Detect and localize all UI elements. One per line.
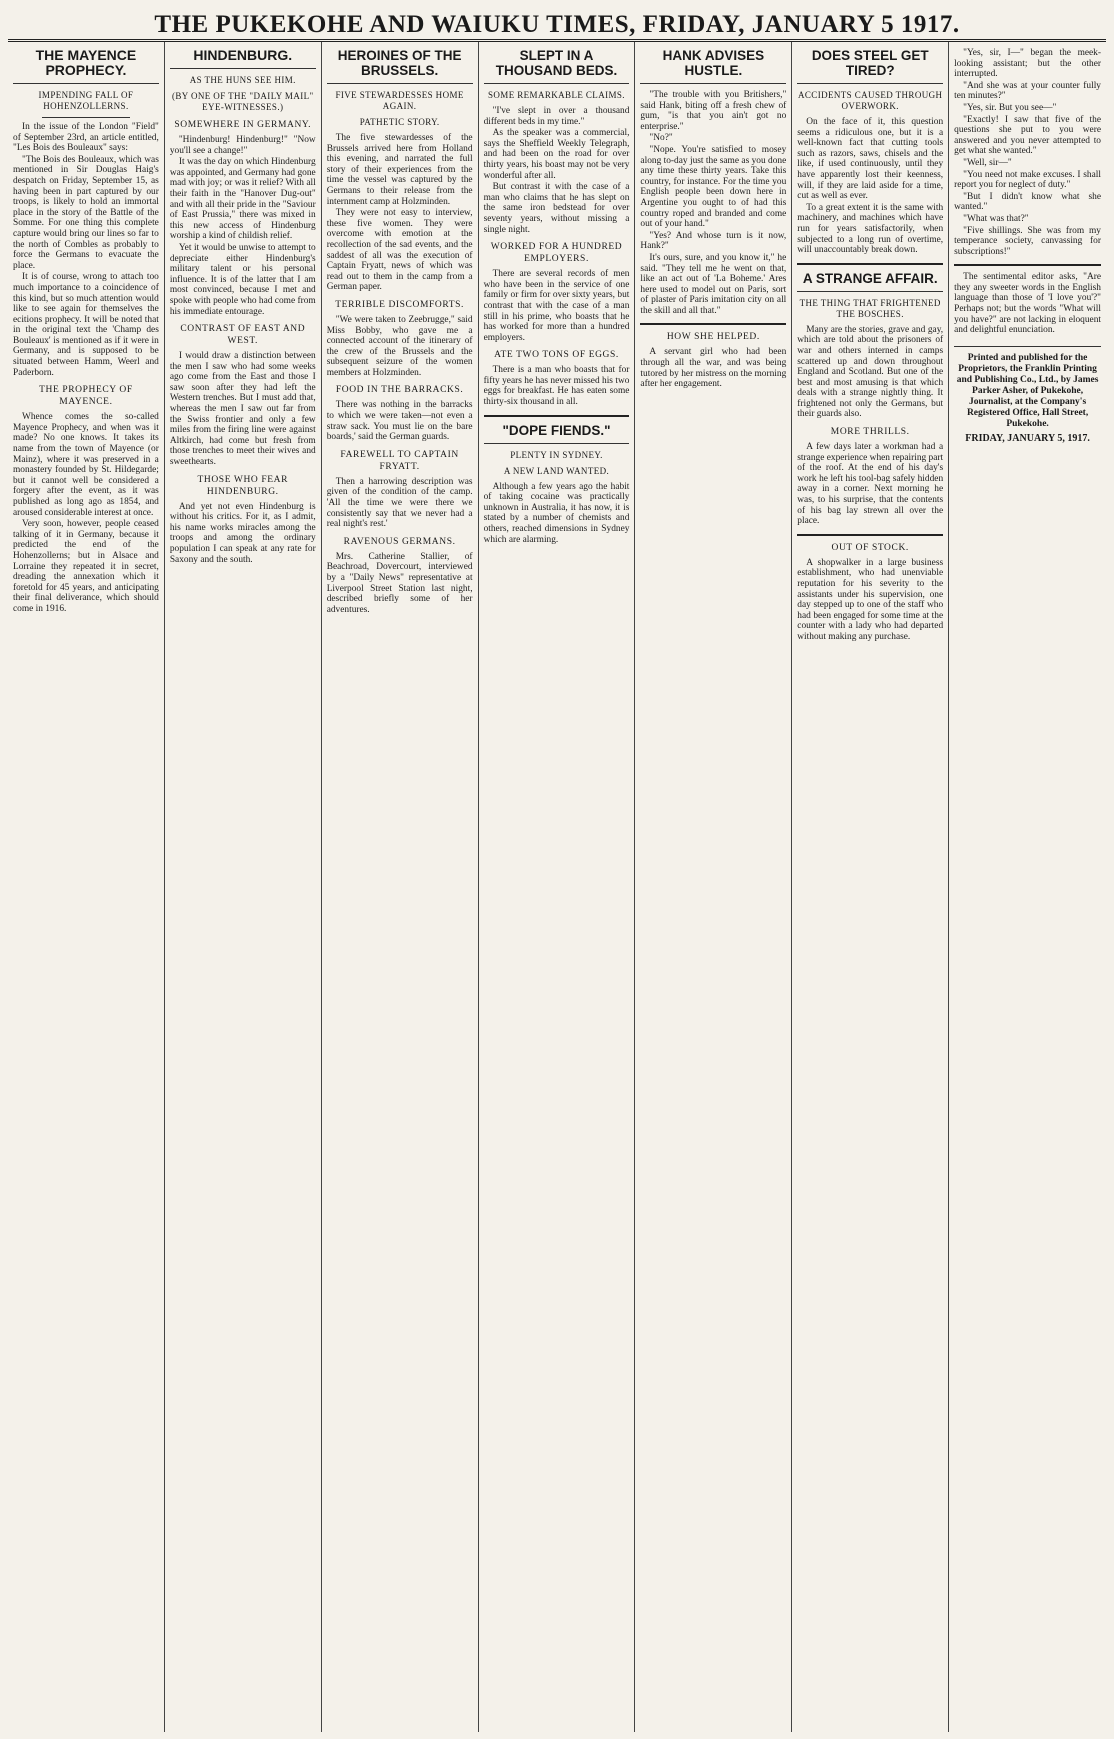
headline-strange-affair: A STRANGE AFFAIR. [797, 271, 943, 292]
headline-hank-hustle: HANK ADVISES HUSTLE. [640, 48, 786, 84]
headline-slept-thousand-beds: SLEPT IN A THOUSAND BEDS. [484, 48, 630, 84]
article-body [170, 135, 316, 317]
section-heading: ATE TWO TONS OF EGGS. [494, 350, 619, 361]
article-body [640, 90, 786, 316]
section-heading: OUT OF STOCK. [831, 542, 909, 553]
section-heading: CONTRAST OF EAST AND WEST. [180, 324, 306, 347]
paragraph: A shopwalker in a large business establishment, who had unenviable reputation for his severity to the assistants under his supervision, one day stepped up to one of the staff who had been engaged for some time at the counter with a lady who had departed without making any purchase. [797, 557, 944, 642]
article-body [797, 558, 943, 643]
column-6 [792, 42, 949, 1732]
section-heading: WORKED FOR A HUNDRED EMPLOYERS. [490, 242, 623, 265]
article-body [170, 502, 316, 566]
section-heading: FOOD IN THE BARRACKS. [335, 385, 464, 396]
printer-text: Printed and published for the Proprietors, the Franklin Printing and Publishing Co., Ltd., by James Parker Asher, of Pukekohe, Journalist, at the Company's Registered Office, Hall Street, Pukekohe. [956, 352, 1099, 429]
paragraph: "Yes, sir. But you see—" [963, 102, 1057, 113]
article-body [327, 400, 473, 442]
paragraph: "Hindenburg! Hindenburg!" "Now you'll see a change!" [169, 135, 316, 156]
paragraph: "Well, sir—" [963, 157, 1012, 168]
paragraph: A few days later a workman had a strange experience when repairing part of the roof. At the end of his day's work he left his tool-bag safely hidden away in a corner. Next morning he was, to his surprise, that the contents of his bag lay strewn all over the place. [797, 442, 944, 527]
printer-imprint [954, 346, 1101, 444]
section-heading: THOSE WHO FEAR HINDENBURG. [197, 474, 289, 497]
paragraph: The five stewardesses of the Brussels arrived here from Holland this evening, and narrated the full story of their experiences from the time the vessel was captured by the Germans to their release from the internment camp at Holzminden. [326, 133, 473, 207]
paragraph: "But I didn't know what she wanted." [954, 191, 1101, 213]
section-heading: MORE THRILLS. [830, 427, 910, 438]
paragraph: It's ours, sure, and you know it," he said. "They tell me he went on that, like an act out of 'La Boheme.' Ares here used to model out on Paris, sort of plaster of Paris imitation city on all the skill and all that." [640, 252, 787, 316]
section-heading: SOMEWHERE IN GERMANY. [174, 120, 312, 130]
paragraph: On the face of it, this question seems a ridiculous one, but it is a well-known fact that cutting tools such as razors, saws, chisels and the like, if used continuously, until they have apparently lost their keenness, will, if they are laid aside for a time, cut as well as ever. [797, 117, 944, 202]
subheadline: ACCIDENTS CAUSED THROUGH OVERWORK. [797, 90, 943, 111]
paragraph: "Five shillings. She was from my temperance society, canvassing for subscriptions!" [954, 225, 1101, 257]
article-body [484, 365, 630, 407]
paragraph: As the speaker was a commercial, says the Sheffield Weekly Telegraph, and had been on the road for over thirty years, his boast may not be very wonderful after all. [483, 128, 630, 181]
paragraph: Although a few years ago the habit of taking cocaine was practically unknown in Australia, it has now, it is stated by a number of chemists and others, reached dimensions in Sydney which are alarming. [483, 481, 630, 545]
article-body [640, 347, 786, 389]
column-3 [322, 42, 479, 1732]
paragraph: It was the day on which Hindenburg was appointed, and Germany had gone mad with joy; or was it relief? With all their faith in the "Hanover Dug-out" and with all their pride in the "Saviour of East Prussia," there was mixed in this new access of Hindenburg worship a kind of childish relief. [169, 157, 316, 242]
article-body [327, 315, 473, 379]
paragraph: "I've slept in over a thousand different beds in my time." [483, 106, 630, 127]
columns [8, 42, 1106, 1732]
imprint-date: FRIDAY, JANUARY 5, 1917. [965, 432, 1090, 444]
paragraph: Very soon, however, people ceased talking of it in Germany, because it predicted the end of the Hohenzollerns; but in Alsace and Lorraine they repeated it in secret, dreading the annexation which it foretold for 45 years, and anticipating their final deliverance, which should come in 1916. [13, 519, 159, 614]
article-body [484, 482, 630, 546]
column-4 [479, 42, 636, 1732]
paragraph: There are several records of men who have been in the service of one family or firm for over sixty years, but contrast that with the case of a man still in his prime, who boasts that he has worked for more than a hundred employers. [483, 269, 630, 343]
article-body [13, 412, 159, 614]
section-heading: HOW SHE HELPED. [666, 332, 760, 343]
subheadline: FIVE STEWARDESSES HOME AGAIN. [335, 90, 464, 111]
article-body [954, 272, 1101, 336]
article-body [954, 48, 1101, 257]
article-body [327, 477, 473, 530]
paragraph: Whence comes the so-called Mayence Prophecy, and when was it made? No one knows. It takes its name from the town of Mayence (or Mainz), where it was preserved in a monastery founded by St. Hildegarde; but it cannot well be considered a forgery after the event, as it was published as long ago as 1854, and aroused considerable interest at once. [13, 412, 159, 518]
masthead-title: THE PUKEKOHE AND WAIUKU TIMES, FRIDAY, JANUARY 5 1917. [8, 8, 1106, 42]
article-body [484, 269, 630, 343]
byline: (BY ONE OF THE "DAILY MAIL" EYE-WITNESSES.) [171, 91, 314, 112]
section-heading: RAVENOUS GERMANS. [343, 536, 456, 547]
headline-heroines-brussels: HEROINES OF THE BRUSSELS. [327, 48, 473, 84]
paragraph: A servant girl who had been through all the war, and was being tutored by her mistress on the morning after her engagement. [640, 347, 787, 390]
paragraph: And yet not even Hindenburg is without his critics. For it, as I admit, his name works miracles among the troops and among the ordinary population I can speak at any rate for Saxony and the south. [169, 501, 316, 565]
headline-steel-tired: DOES STEEL GET TIRED? [797, 48, 943, 84]
subheadline: IMPENDING FALL OF HOHENZOLLERNS. [38, 90, 134, 111]
article-body [797, 442, 943, 527]
article-body [797, 117, 943, 256]
column-5 [635, 42, 792, 1732]
paragraph: I would draw a distinction between the men I saw who had some weeks ago come from the East and those I saw soon after they had left the Western trenches. But I must add that, whereas the men I saw out far from the Swiss frontier and only a few miles from the firing line were against Altkirch, had come but fresh from those trenches to meet their wives and sweethearts. [169, 351, 316, 468]
paragraph: "Yes, sir, I—" began the meek-looking assistant; but the other interrupted. [954, 48, 1101, 80]
article-body [327, 552, 473, 616]
subheadline: AS THE HUNS SEE HIM. [189, 75, 296, 85]
section-heading: FAREWELL TO CAPTAIN FRYATT. [340, 449, 459, 472]
article-body [13, 122, 159, 378]
paragraph: To a great extent it is the same with machinery, and machines which have run for years satisfactorily, when subjected to a long run of overtime, will unaccountably break down. [797, 202, 944, 256]
paragraph: "The trouble with you Britishers," said Hank, biting off a fresh chew of gum, "is that you ain't got no enterprise." [640, 90, 787, 132]
subheadline: PLENTY IN SYDNEY. [510, 449, 603, 460]
headline-hindenburg: HINDENBURG. [170, 48, 316, 69]
paragraph: "What was that?" [963, 213, 1029, 224]
subheadline: THE THING THAT FRIGHTENED THE BOSCHES. [799, 297, 941, 319]
subheadline: SOME REMARKABLE CLAIMS. [488, 90, 625, 100]
paragraph: But contrast it with the case of a man who claims that he has slept on the same iron bedstead for over seventy years, without missing a single night. [483, 182, 630, 235]
paragraph: There was nothing in the barracks to which we were taken—not even a straw sack. You must lie on the bare boards,' said the German guards. [326, 400, 473, 443]
subheadline-2: A NEW LAND WANTED. [503, 465, 610, 476]
column-7 [949, 42, 1106, 1732]
article-body [327, 133, 473, 293]
column-1 [8, 42, 165, 1732]
headline-mayence-prophecy: THE MAYENCE PROPHECY. [13, 48, 159, 84]
paragraph: Then a harrowing description was given of the condition of the camp. 'All the time we were there we consistently say that we never had a real night's rest.' [326, 476, 473, 530]
section-heading: TERRIBLE DISCOMFORTS. [335, 299, 464, 310]
article-body [170, 351, 316, 468]
paragraph: "Exactly! I saw that five of the questions she put to you were answered and you never attempted to get what she wanted." [954, 114, 1101, 157]
paragraph: The sentimental editor asks, "Are they any sweeter words in the English language than those of 'I love you'?" Perhaps not; but the words "What will you have?" are not lacking in eloquent and delightful enunciation. [954, 272, 1101, 336]
article-body [484, 106, 630, 235]
paragraph: In the issue of the London "Field" of September 23rd, an article entitled, "Les Bois des Bouleaux" says: [13, 122, 159, 154]
paragraph: Many are the stories, grave and gay, which are told about the prisoners of war and others interned in camps scattered up and down throughout England and Scotland. But one of the best and most amusing is that which deals with a strange nightly thing. It frightened not only the Germans, but their guards also. [797, 324, 944, 420]
paragraph: It is of course, wrong to attach too much importance to a coincidence of this kind, but so much attention would like to see again for themselves the ecitions prophecy. It will be noted that in the original text the 'Champ des Bouleaux' is mentioned as if it were in Germany, and is supposed to be situated between Hamm, Weerl and Paderborn. [13, 272, 159, 378]
subheadline-2: PATHETIC STORY. [359, 117, 440, 127]
article-body [797, 325, 943, 420]
paragraph: "No?" [649, 133, 673, 144]
paragraph: They were not easy to interview, these five women. They were overcome with emotion at the recollection of the sad events, and the saddest of all was the execution of Captain Fryatt, news of which was read out to them in the camp from a German paper. [326, 208, 473, 293]
paragraph: Mrs. Catherine Stallier, of Beachroad, Dovercourt, interviewed by a "Daily News" representative at Liverpool Street Station last night, described briefly some of her adventures. [326, 551, 473, 615]
column-2 [165, 42, 322, 1732]
paragraph: "And she was at your counter fully ten minutes?" [954, 80, 1101, 102]
paragraph: "We were taken to Zeebrugge," said Miss Bobby, who gave me a connected account of the itinerary of the crew of the Brussels and the subsequent seizure of the women members at Holzminden. [326, 314, 473, 378]
section-heading: THE PROPHECY OF MAYENCE. [39, 385, 133, 408]
paragraph: "The Bois des Bouleaux, which was mentioned in Sir Douglas Haig's despatch on Friday, September 15, as having been in part captured by our troops, is likely to hold an immortal place in the story of the Battle of the Somme. For one thing this complete capture would bring our lines so far to the north of Combles as probably to force the Germans to evacuate the place. [13, 154, 159, 271]
paragraph: "You need not make excuses. I shall report you for neglect of duty." [954, 169, 1101, 191]
paragraph: Yet it would be unwise to attempt to depreciate either Hindenburg's military talent or his personal influence. It is of the latter that I am most convinced, because I met and spoke with people who had come from his immediate entourage. [169, 242, 316, 317]
paragraph: There is a man who boasts that for fifty years he has never missed his two eggs for breakfast. He has eaten some thirty-six thousand in all. [483, 365, 630, 408]
paragraph: "Yes? And whose turn is it now, Hank?" [640, 230, 787, 252]
paragraph: "Nope. You're satisfied to mosey along to-day just the same as you done any time these thirty years. Take this country, for instance. For the time you English people been down here in Argentine you ought to of had this country roped and branded and come out of your hand." [640, 144, 787, 230]
headline-dope-fiends: "DOPE FIENDS." [484, 423, 630, 444]
